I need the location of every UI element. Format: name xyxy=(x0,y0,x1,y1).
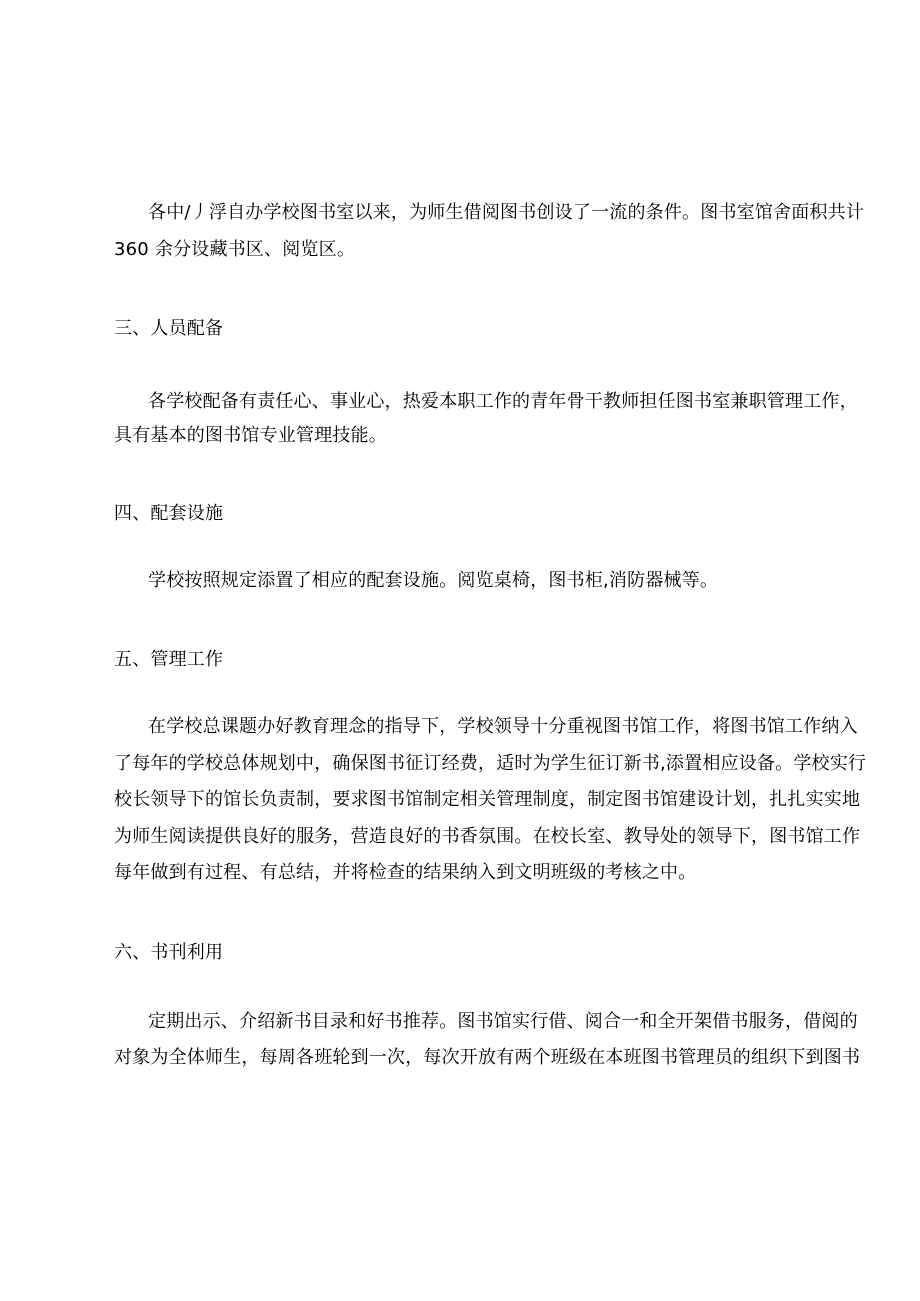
paragraph-line: 具有基本的图书馆专业管理技能。 xyxy=(114,425,387,446)
paragraph-line: 各中/丿浮自办学校图书室以来，为师生借阅图书创设了一流的条件。图书室馆舍面积共计 xyxy=(148,202,865,223)
section-heading: 三、人员配备 xyxy=(114,318,224,339)
paragraph-line: 在学校总课题办好教育理念的指导下，学校领导十分重视图书馆工作，将图书馆工作纳入 xyxy=(148,716,858,737)
paragraph-line: 对象为全体师生，每周各班轮到一次，每次开放有两个班级在本班图书管理员的组织下到图书 xyxy=(114,1047,861,1068)
paragraph-line: 为师生阅读提供良好的服务，营造良好的书香氛围。在校长室、教导处的领导下，图书馆工作 xyxy=(114,826,861,847)
paragraph-line: 每年做到有过程、有总结，并将检查的结果纳入到文明班级的考核之中。 xyxy=(114,862,697,883)
paragraph-line: 了每年的学校总体规划中，确保图书征订经费，适时为学生征订新书,添置相应设备。学校实行 xyxy=(114,753,867,774)
paragraph-line: 360 余分设藏书区、阅览区。 xyxy=(114,239,356,260)
paragraph-line: 定期出示、介绍新书目录和好书推荐。图书馆实行借、阅合一和全开架借书服务，借阅的 xyxy=(148,1011,858,1032)
section-heading: 四、配套设施 xyxy=(114,503,224,524)
section-heading: 五、管理工作 xyxy=(114,649,224,670)
paragraph-line: 各学校配备有责任心、事业心，热爱本职工作的青年骨干教师担任图书室兼职管理工作， xyxy=(148,391,858,412)
section-heading: 六、书刊利用 xyxy=(114,942,224,963)
paragraph-line: 校长领导下的馆长负责制，要求图书馆制定相关管理制度，制定图书馆建设计划，扎扎实实地 xyxy=(114,789,861,810)
paragraph-line: 学校按照规定添置了相应的配套设施。阅览桌椅，图书柜,消防器械等。 xyxy=(148,570,719,591)
